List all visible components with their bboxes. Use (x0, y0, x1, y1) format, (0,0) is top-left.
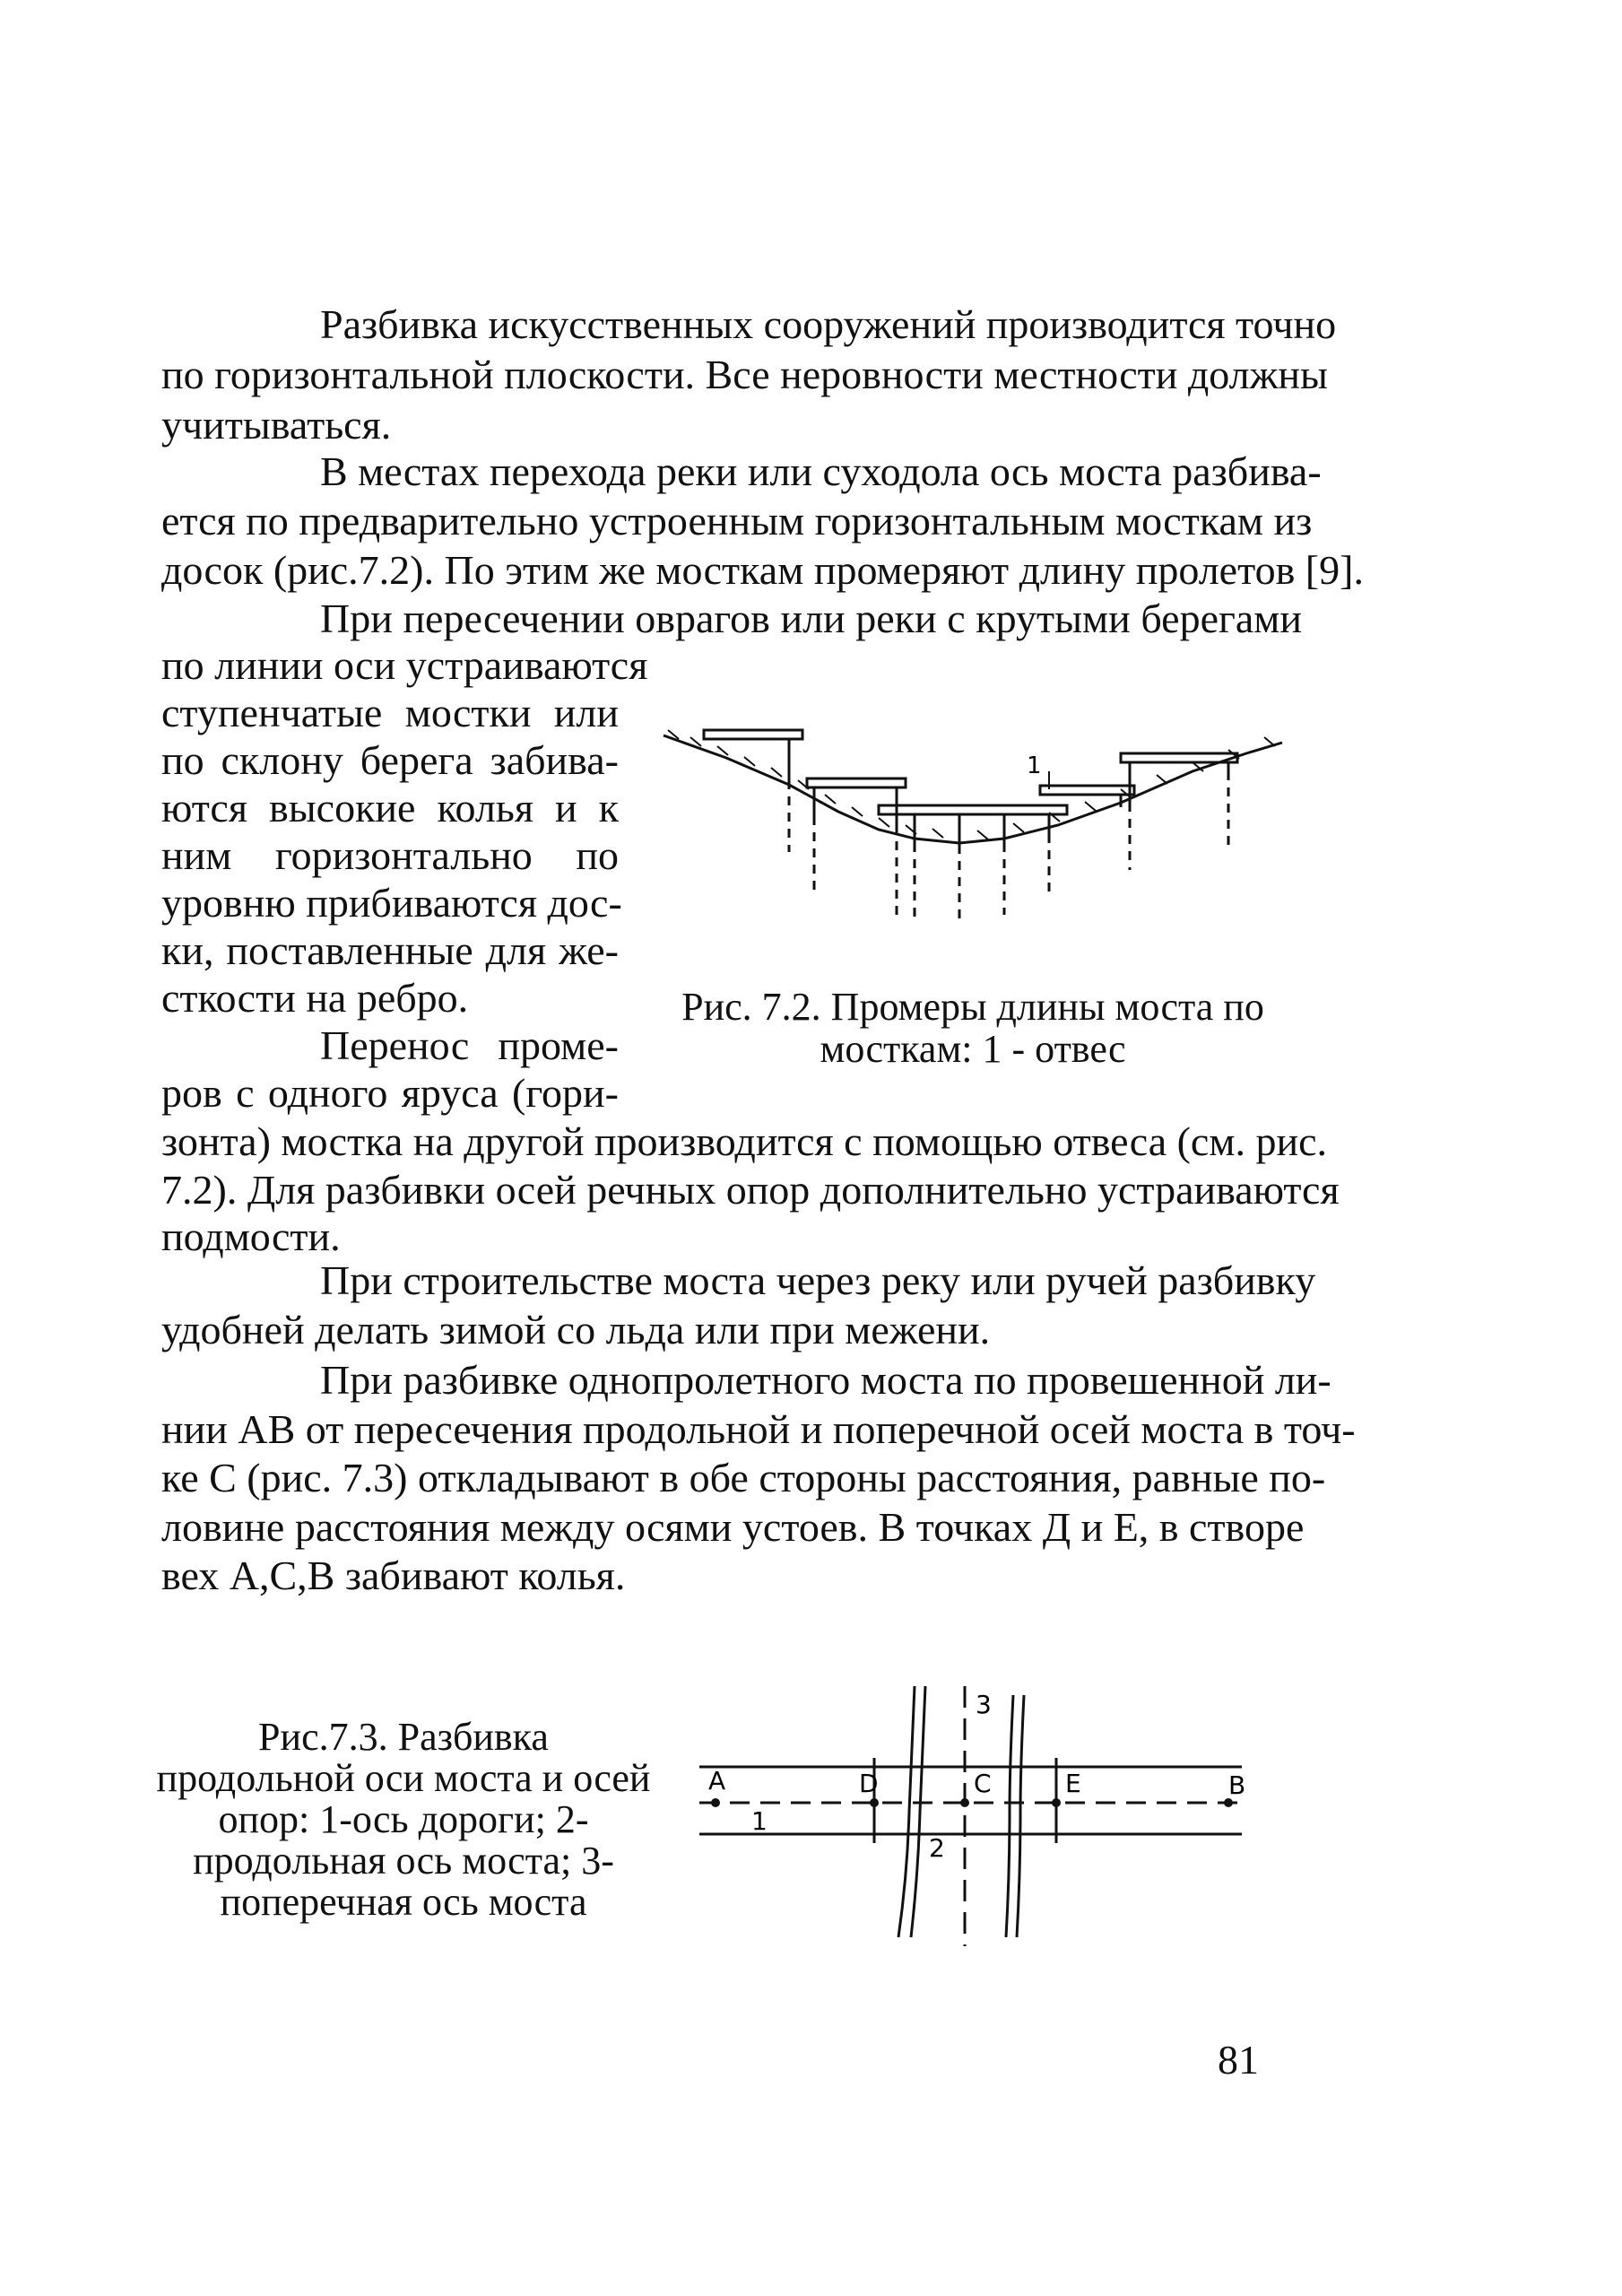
point-c-label: C (974, 1769, 992, 1798)
p3-line-1: При пересечении оврагов или реки с крутыми берегами (320, 596, 1302, 641)
figure-7-3-caption-line-2: продольной оси моста и осей (156, 1756, 651, 1800)
p2-line-2: ется по предварительно устроенным горизонтальным мосткам из (161, 498, 1313, 544)
deck-right-top (1121, 753, 1237, 762)
p1-line-3: учитываться. (161, 402, 392, 448)
axis-2-label: 2 (929, 1833, 945, 1863)
deck-right-mid (1040, 786, 1134, 795)
p6-line-2: нии АВ от пересечения продольной и поперечной осей моста в точ- (161, 1406, 1356, 1452)
p3-narrow-line-1: по линии оси устраиваются (161, 642, 648, 688)
page-number: 81 (1218, 2037, 1259, 2083)
point-a-label: A (708, 1766, 726, 1796)
p4-narrow-line-1: Перенос проме- (320, 1022, 619, 1068)
p6-line-5: вех А,С,В забивают колья. (161, 1552, 626, 1598)
river-bank-left-1 (898, 1686, 915, 1937)
figure-7-3-caption-line-4: продольная ось моста; 3- (193, 1839, 614, 1883)
p3-narrow-line-4: ются высокие колья и к (161, 785, 619, 831)
p5-line-2: удобней делать зимой со льда или при межени. (161, 1307, 991, 1352)
figure-7-2-drawing (655, 718, 1300, 933)
p1-line-1: Разбивка искусственных сооружений производится точно (320, 301, 1337, 347)
figure-7-2-caption-line-2: мосткам: 1 - отвес (820, 1027, 1126, 1071)
p4-line-2: 7.2). Для разбивки осей речных опор дополнительно устраиваются (161, 1167, 1340, 1213)
figure-7-3-drawing (690, 1677, 1264, 1946)
p4-narrow-line-2: ров с одного яруса (гори- (161, 1070, 619, 1116)
point-d-label: D (859, 1769, 879, 1798)
p3-narrow-line-6: уровню прибиваются дос- (161, 880, 622, 926)
p6-line-1: При разбивке однопролетного моста по провешенной ли- (320, 1357, 1331, 1403)
point-e-label: E (1065, 1769, 1081, 1798)
figure-7-3-caption-line-1: Рис.7.3. Разбивка (258, 1715, 549, 1759)
p1-line-2: по горизонтальной плоскости. Все неровности местности должны (161, 352, 1328, 397)
axis-1-label: 1 (751, 1806, 768, 1836)
figure-7-3-caption-line-5: поперечная ось моста (220, 1880, 587, 1924)
p2-line-3: досок (рис.7.2). По этим же мосткам промеряют длину пролетов [9]. (161, 547, 1364, 593)
p3-narrow-line-2: ступенчатые мостки или (161, 690, 619, 735)
figure-7-2-caption-line-1: Рис. 7.2. Промеры длины моста по (681, 985, 1264, 1029)
river-bank-right-1 (1006, 1695, 1013, 1937)
deck-bottom (879, 805, 1067, 814)
p4-line-3: подмости. (161, 1213, 341, 1259)
axis-3-label: 3 (976, 1690, 992, 1719)
point-b-label: B (1228, 1770, 1246, 1800)
figure-7-2-label-1: 1 (1027, 752, 1042, 779)
p3-narrow-line-7: ки, поставленные для же- (161, 927, 619, 973)
deck-left-top (704, 730, 802, 739)
ground-hatching (668, 730, 1275, 839)
p5-line-1: При строительстве моста через реку или ручей разбивку (320, 1257, 1316, 1303)
p6-line-4: ловине расстояния между осями устоев. В точках Д и Е, в створе (161, 1504, 1305, 1550)
ground-profile (664, 735, 1282, 843)
p4-line-1: зонта) мостка на другой производится с помощью отвеса (см. рис. (161, 1118, 1327, 1164)
p3-narrow-line-5: ним горизонтально по (161, 832, 619, 878)
river-bank-right-2 (1017, 1695, 1024, 1937)
p6-line-3: ке С (рис. 7.3) откладывают в обе стороны расстояния, равные по- (161, 1455, 1326, 1500)
p3-narrow-line-3: по склону берега забива- (161, 737, 619, 783)
figure-7-3-caption-line-3: опор: 1-ось дороги; 2- (218, 1797, 589, 1841)
deck-left-mid (807, 778, 906, 787)
p2-line-1: В местах перехода реки или суходола ось моста разбива- (320, 448, 1322, 494)
p3-narrow-line-8: сткости на ребро. (161, 975, 469, 1021)
